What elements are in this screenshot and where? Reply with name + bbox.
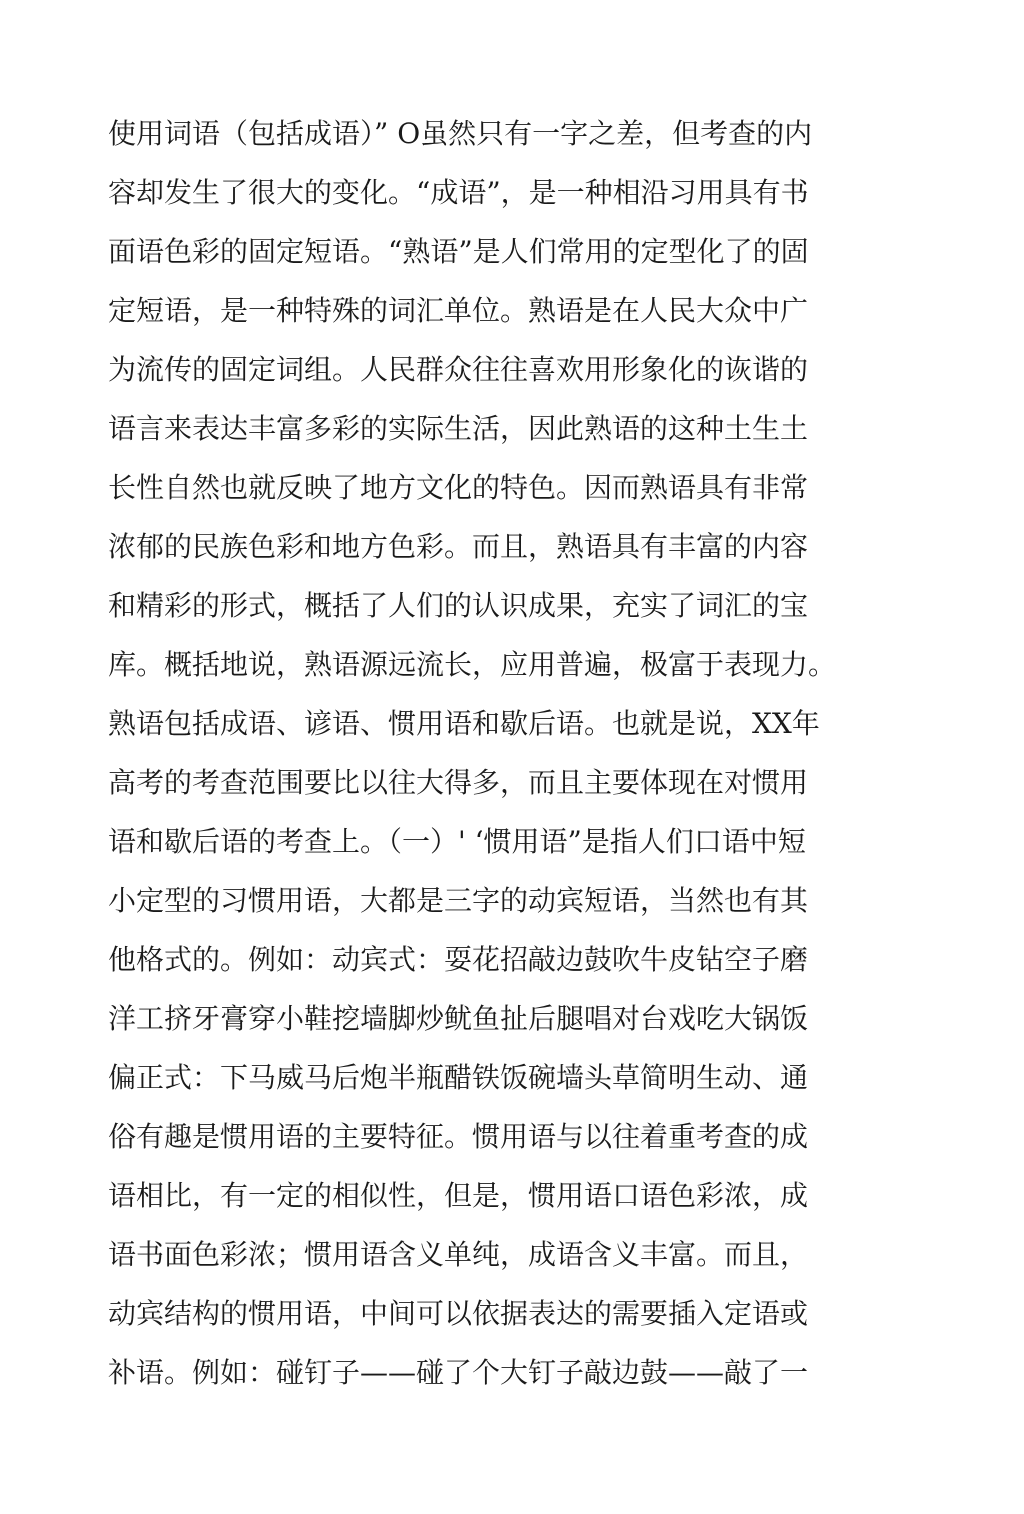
text-line: 动宾结构的惯用语，中间可以依据表达的需要插入定语或 — [108, 1297, 809, 1330]
body-text — [108, 104, 908, 1402]
text-line: 语书面色彩浓；惯用语含义单纯，成语含义丰富。而且， — [108, 1238, 809, 1271]
text-line: 库。概括地说，熟语源远流长，应用普遍，极富于表现力。 — [108, 648, 837, 681]
text-line: 补语。例如：碰钉子——碰了个大钉子敲边鼓——敲了一 — [108, 1356, 809, 1389]
text-line: 语和歇后语的考查上。（一）' ‘惯用语”是指人们口语中短 — [108, 825, 806, 858]
text-line: 定短语，是一种特殊的词汇单位。熟语是在人民大众中广 — [108, 294, 809, 327]
text-line: 使用词语（包括成语）” O虽然只有一字之差，但考查的内 — [108, 117, 813, 150]
text-line: 容却发生了很大的变化。“成语”，是一种相沿习用具有书 — [108, 176, 809, 209]
text-line: 小定型的习惯用语，大都是三字的动宾短语，当然也有其 — [108, 884, 809, 917]
text-line: 熟语包括成语、谚语、惯用语和歇后语。也就是说，XX年 — [108, 707, 820, 740]
text-line: 他格式的。例如：动宾式：耍花招敲边鼓吹牛皮钻空子磨 — [108, 943, 809, 976]
text-line: 高考的考查范围要比以往大得多，而且主要体现在对惯用 — [108, 766, 809, 799]
text-line: 为流传的固定词组。人民群众往往喜欢用形象化的诙谐的 — [108, 353, 809, 386]
text-line: 面语色彩的固定短语。“熟语”是人们常用的定型化了的固 — [108, 235, 809, 268]
text-line: 长性自然也就反映了地方文化的特色。因而熟语具有非常 — [108, 471, 809, 504]
text-line: 语言来表达丰富多彩的实际生活，因此熟语的这种土生土 — [108, 412, 809, 445]
text-line: 俗有趣是惯用语的主要特征。惯用语与以往着重考查的成 — [108, 1120, 809, 1153]
text-line: 浓郁的民族色彩和地方色彩。而且，熟语具有丰富的内容 — [108, 530, 809, 563]
text-line: 洋工挤牙膏穿小鞋挖墙脚炒鱿鱼扯后腿唱对台戏吃大锅饭 — [108, 1002, 809, 1035]
text-line: 和精彩的形式，概括了人们的认识成果，充实了词汇的宝 — [108, 589, 809, 622]
text-line: 语相比，有一定的相似性，但是，惯用语口语色彩浓，成 — [108, 1179, 809, 1212]
text-line: 偏正式：下马威马后炮半瓶醋铁饭碗墙头草简明生动、通 — [108, 1061, 809, 1094]
